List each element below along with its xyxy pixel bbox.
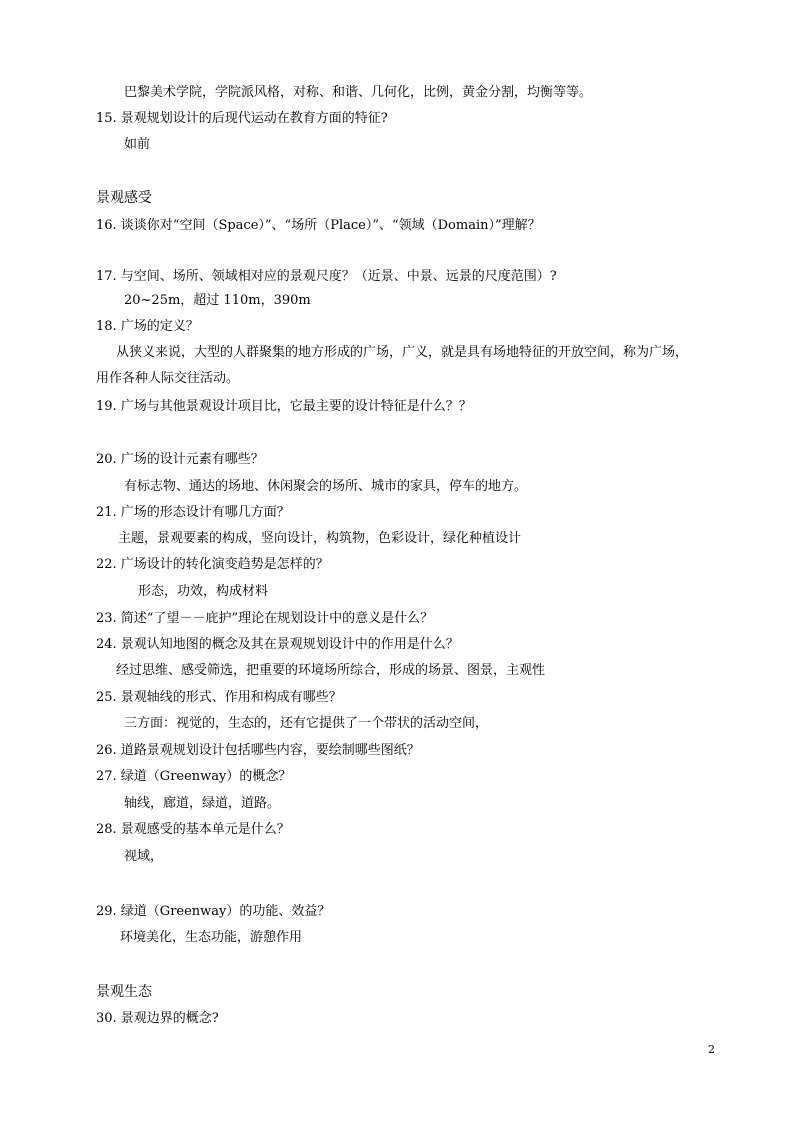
question-line: 25. 景观轴线的形式、作用和构成有哪些？ bbox=[96, 690, 342, 705]
question-line: 19. 广场与其他景观设计项目比，它最主要的设计特征是什么？？ bbox=[96, 399, 472, 414]
question-line: 26. 道路景观规划设计包括哪些内容，要绘制哪些图纸？ bbox=[96, 743, 420, 758]
question-line: 28. 景观感受的基本单元是什么？ bbox=[96, 822, 290, 837]
question-line: 22. 广场设计的转化演变趋势是怎样的？ bbox=[96, 557, 329, 572]
answer-line: 形态，功效，构成材料 bbox=[138, 584, 269, 599]
answer-line: 从狭义来说，大型的人群聚集的地方形成的广场，广义，就是具有场地特征的开放空间，称为广场， bbox=[116, 345, 689, 360]
question-line: 30. 景观边界的概念? bbox=[96, 1011, 219, 1026]
answer-line: 三方面：视觉的，生态的，还有它提供了一个带状的活动空间， bbox=[124, 716, 489, 731]
question-line: 15. 景观规划设计的后现代运动在教育方面的特征? bbox=[96, 111, 388, 126]
section-heading: 景观生态 bbox=[96, 984, 152, 1000]
answer-line: 视域， bbox=[124, 849, 164, 864]
answer-line: 经过思维、感受筛选，把重要的环境场所综合，形成的场景、图景，主观性 bbox=[116, 663, 546, 678]
answer-line: 主题，景观要素的构成，竖向设计，构筑物，色彩设计，绿化种植设计 bbox=[118, 531, 522, 546]
question-line: 21. 广场的形态设计有哪几方面？ bbox=[96, 505, 290, 520]
question-line: 18. 广场的定义？ bbox=[96, 319, 199, 334]
answer-line: 有标志物、通达的场地、休闲聚会的场所、城市的家具，停车的地方。 bbox=[124, 479, 528, 494]
answer-line: 如前 bbox=[124, 137, 151, 152]
question-line: 24. 景观认知地图的概念及其在景观规划设计中的作用是什么？ bbox=[96, 637, 459, 652]
question-line: 17. 与空间、场所、领域相对应的景观尺度？（近景、中景、远景的尺度范围）? bbox=[96, 269, 557, 284]
answer-line: 用作各种人际交往活动。 bbox=[96, 371, 240, 386]
answer-line: 环境美化，生态功能，游憩作用 bbox=[120, 930, 303, 945]
question-line: 23. 简述“了望－－庇护”理论在规划设计中的意义是什么？ bbox=[96, 611, 434, 626]
answer-line: 轴线，廊道，绿道，道路。 bbox=[124, 796, 281, 811]
question-line: 29. 绿道（Greenway）的功能、效益？ bbox=[96, 904, 331, 919]
answer-line: 20~25m，超过 110m，390m bbox=[124, 293, 311, 308]
question-line: 16. 谈谈你对“空间（Space）”、“场所（Place）”、“领域（Domain）”理解？ bbox=[96, 218, 541, 233]
section-heading: 景观感受 bbox=[96, 190, 152, 206]
question-line: 27. 绿道（Greenway）的概念？ bbox=[96, 769, 292, 784]
question-line: 20. 广场的设计元素有哪些？ bbox=[96, 452, 264, 467]
answer-line: 巴黎美术学院，学院派风格，对称、和谐、几何化，比例，黄金分割，均衡等等。 bbox=[124, 85, 593, 100]
page-number: 2 bbox=[708, 1043, 715, 1056]
